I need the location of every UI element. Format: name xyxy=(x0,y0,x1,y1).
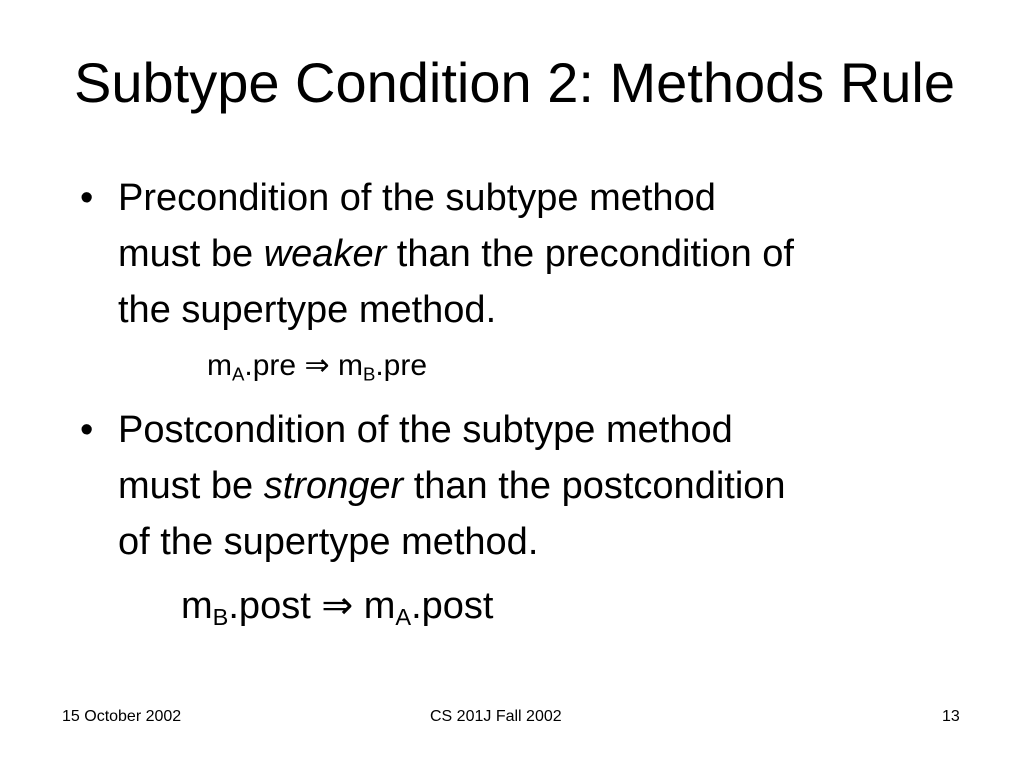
bullet-marker: • xyxy=(80,177,94,219)
slide-title: Subtype Condition 2: Methods Rule xyxy=(74,51,955,114)
emphasis-weaker: weaker xyxy=(263,233,387,275)
bullet-line xyxy=(118,458,960,514)
bullet-postcondition xyxy=(80,402,960,570)
formula-term: m xyxy=(337,349,363,382)
bullet-line: Postcondition of the subtype method xyxy=(118,409,733,451)
emphasis-stronger: stronger xyxy=(263,465,404,507)
formula-term: .pre xyxy=(244,349,297,382)
formula-term: .pre xyxy=(375,349,428,382)
formula-subscript: A xyxy=(395,604,412,631)
bullet-line xyxy=(118,226,960,282)
footer-date: 15 October 2002 xyxy=(62,708,182,725)
bullet-text: must be xyxy=(118,233,264,275)
formula-subscript: B xyxy=(362,363,376,385)
formula-term: .post xyxy=(228,585,311,627)
formula-term: m xyxy=(181,585,213,627)
formula-precondition xyxy=(207,346,427,386)
footer-page-number: 13 xyxy=(942,708,960,725)
implies-symbol: ⇒ xyxy=(321,585,354,627)
formula-subscript: B xyxy=(212,604,229,631)
formula-subscript: A xyxy=(232,363,245,385)
implies-symbol: ⇒ xyxy=(304,349,330,382)
bullet-marker: • xyxy=(80,409,94,451)
formula-term: m xyxy=(363,585,396,627)
formula-term: m xyxy=(207,349,232,382)
bullet-line: of the supertype method. xyxy=(118,521,539,563)
bullet-line: the supertype method. xyxy=(118,289,497,331)
bullet-text: than the postcondition xyxy=(403,465,786,507)
bullet-text: must be xyxy=(118,465,264,507)
bullet-text: than the precondition of xyxy=(386,233,794,275)
bullet-line: Precondition of the subtype method xyxy=(118,177,716,219)
footer-course: CS 201J Fall 2002 xyxy=(430,708,562,725)
formula-postcondition xyxy=(181,581,494,631)
formula-term: .post xyxy=(411,585,494,627)
bullet-precondition xyxy=(80,170,960,338)
